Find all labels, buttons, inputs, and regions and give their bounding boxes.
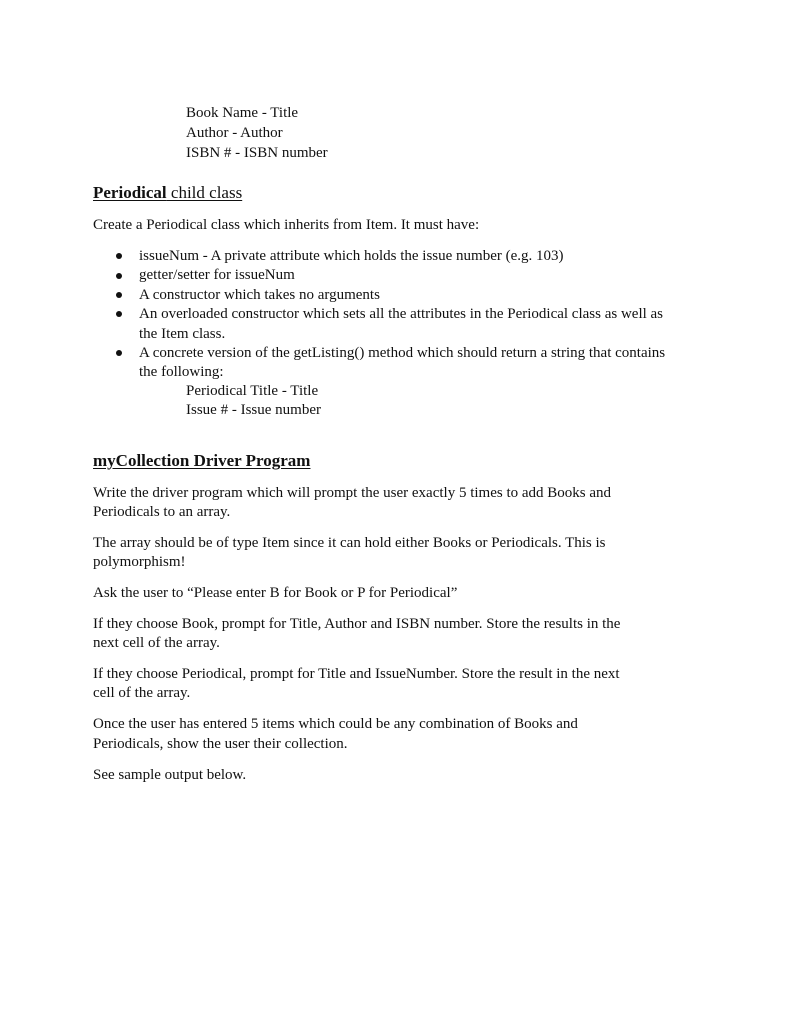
driver-heading: myCollection Driver Program (93, 451, 311, 470)
periodical-heading-rest: child class (166, 183, 243, 202)
driver-paragraph-line: See sample output below. (93, 767, 247, 783)
bullet-item: A constructor which takes no arguments (139, 287, 380, 303)
bullet-dot (116, 253, 122, 259)
bullet-item: getter/setter for issueNum (139, 267, 295, 283)
periodical-heading (93, 183, 242, 202)
periodical-heading-bold: Periodical (93, 183, 167, 202)
bullet-dot (116, 292, 122, 298)
periodical-intro: Create a Periodical class which inherits from Item. It must have: (93, 217, 480, 233)
driver-paragraph-line: cell of the array. (93, 685, 191, 701)
driver-paragraph-line: Periodicals to an array. (93, 504, 231, 520)
book-listing-line: ISBN # - ISBN number (186, 145, 328, 161)
bullet-item-continuation: the following: (139, 364, 224, 380)
book-listing-line: Book Name - Title (186, 105, 299, 121)
driver-paragraph-line: next cell of the array. (93, 635, 220, 651)
driver-paragraph-line: If they choose Book, prompt for Title, Author and ISBN number. Store the results in the (93, 616, 621, 632)
driver-paragraph-line: Once the user has entered 5 items which could be any combination of Books and (93, 716, 578, 732)
periodical-listing-line: Periodical Title - Title (186, 383, 319, 399)
book-listing-line: Author - Author (186, 125, 283, 141)
bullet-dot (116, 273, 122, 279)
bullet-dot (116, 311, 122, 317)
bullet-item: issueNum - A private attribute which holds the issue number (e.g. 103) (139, 248, 564, 264)
driver-paragraph-line: polymorphism! (93, 554, 186, 570)
bullet-item: A concrete version of the getListing() method which should return a string that contains (139, 345, 666, 361)
driver-paragraph-line: If they choose Periodical, prompt for Title and IssueNumber. Store the result in the next (93, 666, 620, 682)
bullet-item-continuation: the Item class. (139, 326, 226, 342)
driver-paragraph-line: The array should be of type Item since it can hold either Books or Periodicals. This is (93, 535, 606, 551)
bullet-item: An overloaded constructor which sets all the attributes in the Periodical class as well as (139, 306, 664, 322)
bullet-dot (116, 350, 122, 356)
driver-paragraph-line: Write the driver program which will prompt the user exactly 5 times to add Books and (93, 485, 612, 501)
driver-paragraph-line: Periodicals, show the user their collection. (93, 736, 348, 752)
driver-paragraph-line: Ask the user to “Please enter B for Book or P for Periodical” (93, 585, 458, 601)
periodical-listing-line: Issue # - Issue number (186, 402, 321, 418)
